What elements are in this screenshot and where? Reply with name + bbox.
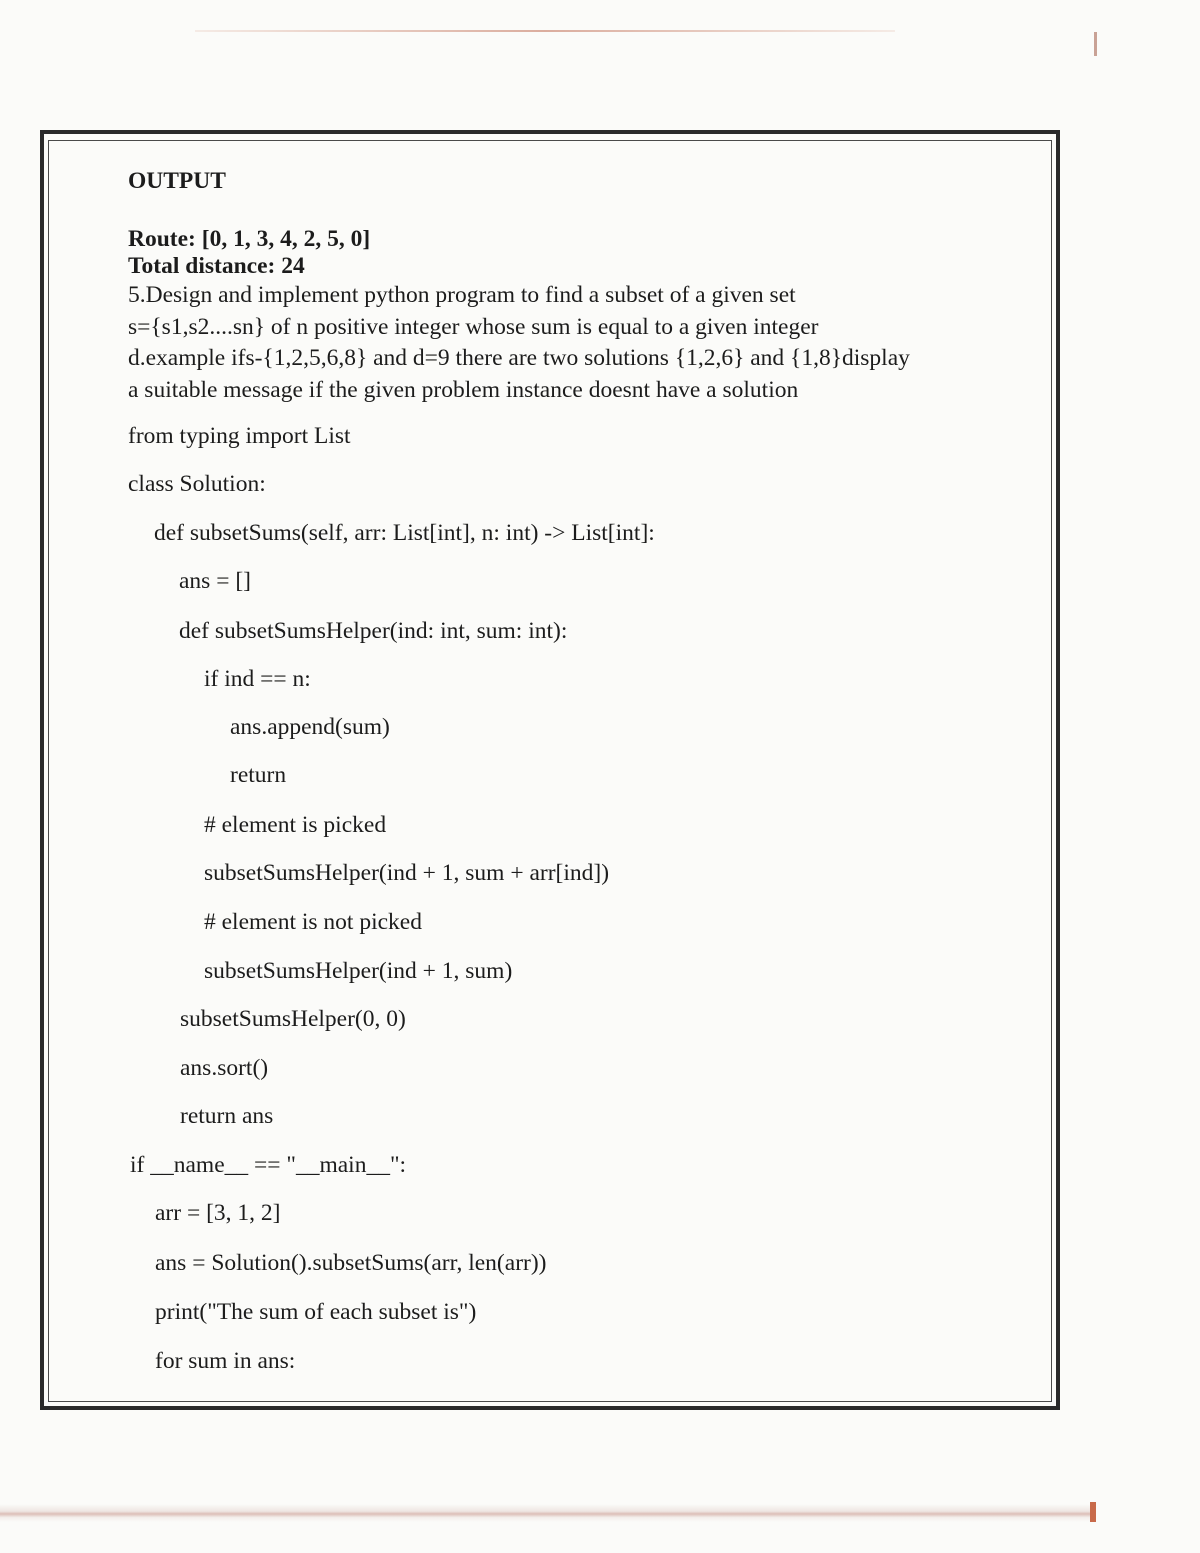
question-line: s={s1,s2....sn} of n positive integer whose sum is equal to a given integer [128,314,819,340]
question-line: 5.Design and implement python program to find a subset of a given set [128,282,796,308]
code-line: subsetSumsHelper(ind + 1, sum) [204,958,513,984]
code-line: return ans [180,1103,274,1129]
page-bottom-rule [0,1504,1095,1522]
code-line: class Solution: [128,471,266,497]
code-line: arr = [3, 1, 2] [155,1200,281,1226]
code-line: if ind == n: [204,666,311,692]
code-line: print("The sum of each subset is") [155,1299,477,1325]
code-line: ans.sort() [180,1055,269,1081]
question-line: a suitable message if the given problem instance doesnt have a solution [128,377,799,403]
output-route: Route: [0, 1, 3, 4, 2, 5, 0] [128,226,371,252]
code-line: for sum in ans: [155,1348,296,1374]
code-line: def subsetSums(self, arr: List[int], n: int) -> List[int]: [154,520,655,546]
page-edge-mark [1090,1502,1096,1522]
code-line: ans.append(sum) [230,714,390,740]
code-comment: # element is not picked [204,909,422,935]
page-top-rule [195,30,895,32]
question-line: d.example ifs-{1,2,5,6,8} and d=9 there are two solutions {1,2,6} and {1,8}display [128,345,910,371]
page-edge-mark [1094,32,1097,56]
output-total-distance: Total distance: 24 [128,253,305,279]
code-line: subsetSumsHelper(0, 0) [180,1006,406,1032]
code-line: if __name__ == "__main__": [130,1152,407,1178]
code-line: def subsetSumsHelper(ind: int, sum: int): [179,618,568,644]
code-line: from typing import List [128,423,351,449]
code-line: ans = [] [179,568,251,594]
section-heading: OUTPUT [128,168,226,194]
code-line: subsetSumsHelper(ind + 1, sum + arr[ind]) [204,860,610,886]
code-comment: # element is picked [204,812,387,838]
code-line: ans = Solution().subsetSums(arr, len(arr)) [155,1250,547,1276]
code-line: return [230,762,287,788]
